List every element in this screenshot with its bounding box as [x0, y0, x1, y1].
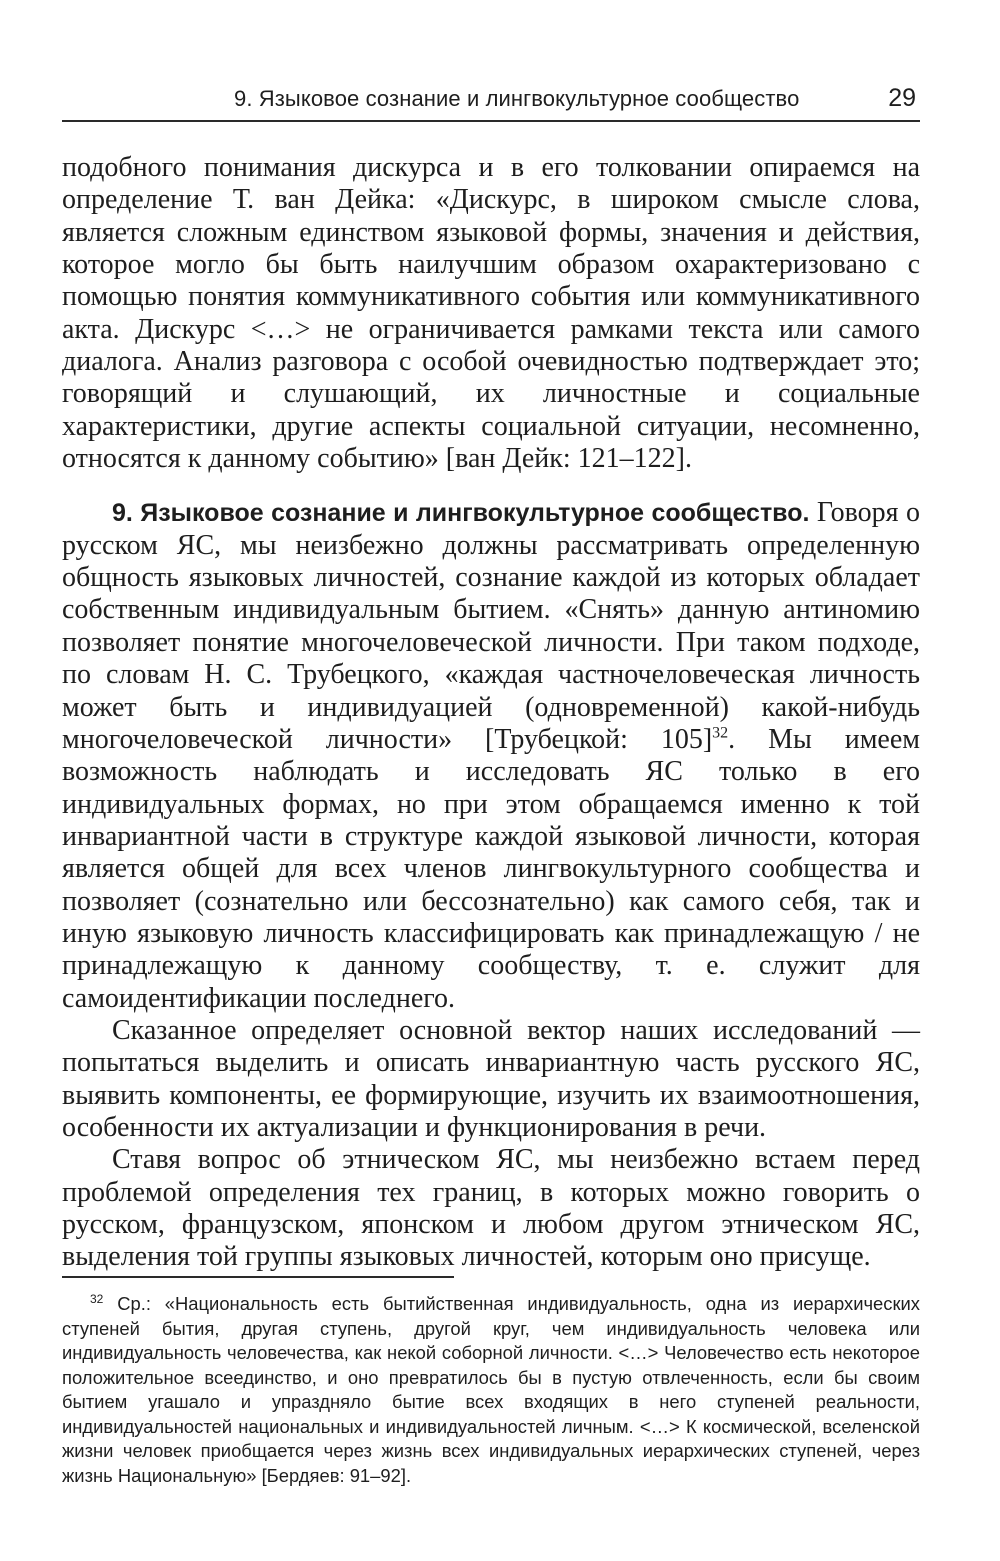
footnote-ref: 32: [712, 724, 729, 742]
footnote-text: Ср.: «Национальность есть бытийственная индивидуальность, одна из иерархических ступеней бытия, другая ступень, другой круг, чем индивидуальность человека или индивидуальность человечества, как некой соборной личности. <…> Человечество есть некоторое положительное всеединство, и оно превратилось бы в пустую отвлеченность, если бы своим бытием угашало и упраздняло бытие всех входящих в него ступеней реальности, индивидуальностей национальных и индивидуальностей личным. <…> К космической, вселенской жизни человек приобщается через жизнь всех индивидуальных иерархических ступеней, через жизнь Национальную» [Бердяев: 91–92].: [62, 1293, 920, 1486]
paragraph-text: Говоря о русском ЯС, мы неизбежно должны рассматривать определенную общность языковых личностей, сознание каждой из которых обладает собственным индивидуальным бытием. «Снять» данную антиномию позволяет понятие многочеловеческой личности. При таком подходе, по словам Н. С. Трубецкого, «каждая частночеловеческая личность может быть и индивидуацией (одновременной) какой-нибудь многочеловеческой личности» [Трубецкой: 105]: [62, 497, 920, 755]
footnote-divider: [62, 1276, 454, 1278]
page-number: 29: [888, 84, 916, 112]
footnote: [62, 1292, 920, 1488]
main-text: [62, 152, 920, 1274]
page-header: [62, 78, 920, 122]
paragraph-continued: подобного понимания дискурса и в его толковании опираемся на определение Т. ван Дейка: «Дискурс, в широком смысле слова, является сложным единством языковой формы, значения и действия, которое могло бы быть наилучшим образом охарактеризовано с помощью понятия коммуникативного события или коммуникативного акта. Дискурс <…> не ограничивается рамками текста или самого диалога. Анализ разговора с особой очевидностью подтверждает это; говорящий и слушающий, их личностные и социальные характеристики, другие аспекты социальной ситуации, несомненно, относятся к данному событию» [ван Дейк: 121–122].: [62, 152, 920, 475]
paragraph-text-continued: . Мы имеем возможность наблюдать и исследовать ЯС только в его индивидуальных формах, но при этом обращаемся именно к той инвариантной части в структуре каждой языковой личности, которая является общей для всех членов лингвокультурного сообщества и позволяет (сознательно или бессознательно) как самого себя, так и иную языковую личность классифицировать как принадлежащую / не принадлежащую к данному сообществу, т. е. служит для самоидентификации последнего.: [62, 723, 920, 1014]
footnote-number: 32: [90, 1291, 104, 1306]
paragraph: Ставя вопрос об этническом ЯС, мы неизбежно встаем перед проблемой определения тех границ, в которых можно говорить о русском, французском, японском и любом другом этническом ЯС, выделения той группы языковых личностей, которым оно присуще.: [62, 1144, 920, 1273]
paragraph: Сказанное определяет основной вектор наших исследований — попытаться выделить и описать инвариантную часть русского ЯС, выявить компоненты, ее формирующие, изучить их взаимоотношения, особенности их актуализации и функционирования в речи.: [62, 1014, 920, 1143]
paragraph-section-9: [62, 497, 920, 1015]
running-head: 9. Языковое сознание и лингвокультурное сообщество: [234, 86, 800, 111]
section-heading: 9. Языковое сознание и лингвокультурное сообщество.: [112, 499, 810, 528]
